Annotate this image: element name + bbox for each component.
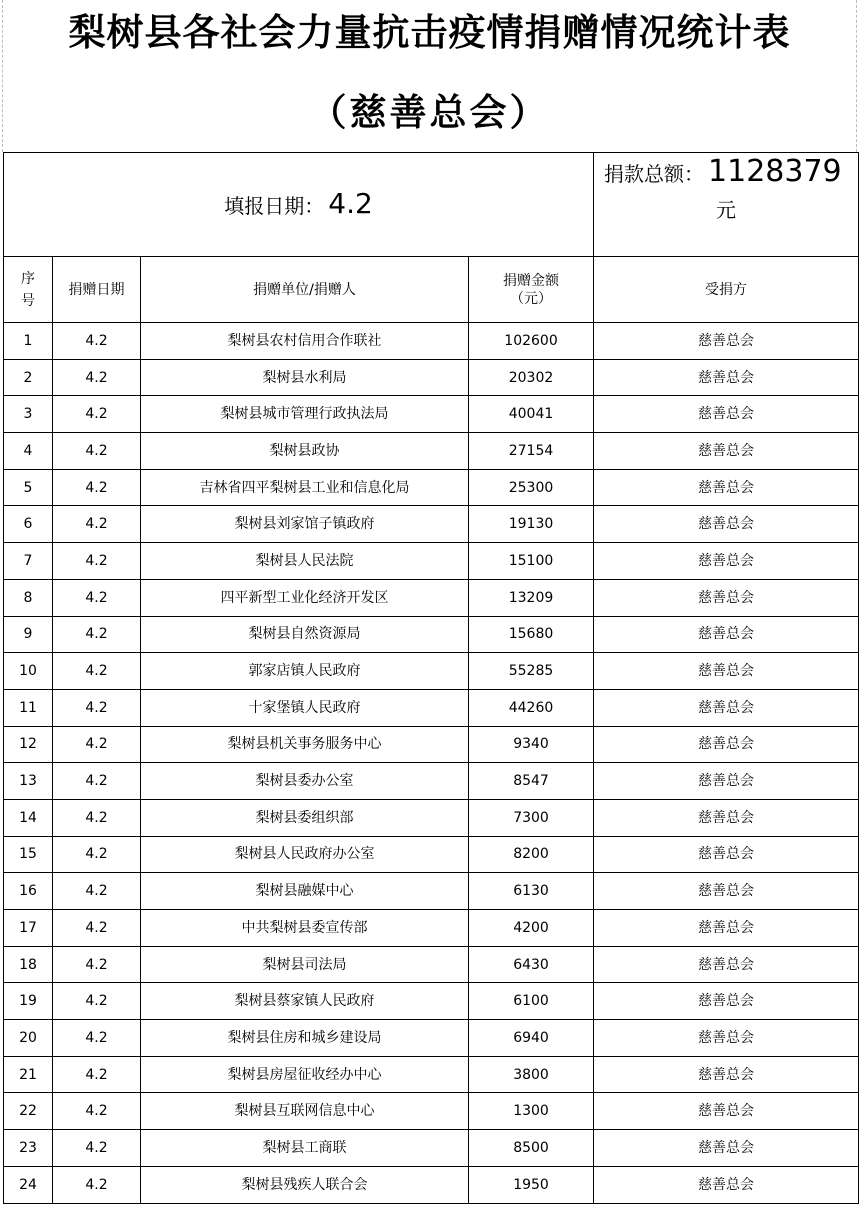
cell-recipient: 慈善总会 (594, 579, 859, 616)
cell-seq: 24 (4, 1166, 53, 1203)
cell-recipient: 慈善总会 (594, 433, 859, 470)
cell-date: 4.2 (53, 910, 141, 947)
cell-date: 4.2 (53, 653, 141, 690)
cell-date: 4.2 (53, 1130, 141, 1167)
cell-seq: 18 (4, 946, 53, 983)
cell-seq: 19 (4, 983, 53, 1020)
fill-date-cell (4, 153, 594, 257)
cell-seq: 10 (4, 653, 53, 690)
cell-recipient: 慈善总会 (594, 726, 859, 763)
cell-amount: 13209 (469, 579, 594, 616)
table-row (4, 579, 859, 616)
cell-seq: 23 (4, 1130, 53, 1167)
cell-donor: 梨树县人民法院 (141, 543, 469, 580)
cell-donor: 梨树县委办公室 (141, 763, 469, 800)
cell-amount: 15100 (469, 543, 594, 580)
cell-date: 4.2 (53, 359, 141, 396)
header-seq (4, 257, 53, 323)
table-row (4, 799, 859, 836)
cell-seq: 5 (4, 469, 53, 506)
cell-seq: 4 (4, 433, 53, 470)
cell-recipient: 慈善总会 (594, 873, 859, 910)
cell-date: 4.2 (53, 579, 141, 616)
cell-amount: 6940 (469, 1020, 594, 1057)
cell-date: 4.2 (53, 726, 141, 763)
table-row (4, 359, 859, 396)
cell-date: 4.2 (53, 763, 141, 800)
cell-amount: 1300 (469, 1093, 594, 1130)
cell-date: 4.2 (53, 836, 141, 873)
cell-donor: 梨树县人民政府办公室 (141, 836, 469, 873)
cell-donor: 梨树县司法局 (141, 946, 469, 983)
cell-date: 4.2 (53, 689, 141, 726)
table-row (4, 1020, 859, 1057)
cell-date: 4.2 (53, 1056, 141, 1093)
cell-amount: 3800 (469, 1056, 594, 1093)
cell-amount: 25300 (469, 469, 594, 506)
cell-recipient: 慈善总会 (594, 469, 859, 506)
cell-amount: 102600 (469, 323, 594, 360)
total-amount: 1128379 (708, 154, 842, 189)
cell-donor: 梨树县刘家馆子镇政府 (141, 506, 469, 543)
header-amount-line1: 捐赠金额 (503, 272, 560, 289)
table-row (4, 910, 859, 947)
cell-recipient: 慈善总会 (594, 946, 859, 983)
table-row (4, 543, 859, 580)
header-row (4, 257, 859, 323)
cell-recipient: 慈善总会 (594, 1056, 859, 1093)
cell-date: 4.2 (53, 506, 141, 543)
table-row (4, 396, 859, 433)
table-row (4, 1093, 859, 1130)
cell-seq: 17 (4, 910, 53, 947)
table-row (4, 653, 859, 690)
table-row (4, 1130, 859, 1167)
header-date: 捐赠日期 (53, 257, 141, 323)
document-subtitle: （慈善总会） (309, 91, 550, 134)
cell-seq: 12 (4, 726, 53, 763)
cell-date: 4.2 (53, 873, 141, 910)
header-recipient: 受捐方 (594, 257, 859, 323)
cell-donor: 梨树县水利局 (141, 359, 469, 396)
cell-amount: 7300 (469, 799, 594, 836)
table-row (4, 689, 859, 726)
cell-donor: 梨树县自然资源局 (141, 616, 469, 653)
cell-recipient: 慈善总会 (594, 1130, 859, 1167)
cell-donor: 梨树县互联网信息中心 (141, 1093, 469, 1130)
cell-recipient: 慈善总会 (594, 616, 859, 653)
cell-recipient: 慈善总会 (594, 1020, 859, 1057)
cell-recipient: 慈善总会 (594, 506, 859, 543)
table-row (4, 726, 859, 763)
cell-donor: 中共梨树县委宣传部 (141, 910, 469, 947)
table-row (4, 946, 859, 983)
table-row (4, 836, 859, 873)
cell-recipient: 慈善总会 (594, 799, 859, 836)
header-amount (469, 257, 594, 323)
table-row (4, 873, 859, 910)
cell-donor: 梨树县融媒中心 (141, 873, 469, 910)
cell-donor: 郭家店镇人民政府 (141, 653, 469, 690)
cell-recipient: 慈善总会 (594, 359, 859, 396)
cell-seq: 13 (4, 763, 53, 800)
cell-amount: 8500 (469, 1130, 594, 1167)
cell-date: 4.2 (53, 799, 141, 836)
cell-recipient: 慈善总会 (594, 653, 859, 690)
cell-donor: 梨树县残疾人联合会 (141, 1166, 469, 1203)
cell-recipient: 慈善总会 (594, 543, 859, 580)
cell-donor: 四平新型工业化经济开发区 (141, 579, 469, 616)
cell-recipient: 慈善总会 (594, 1093, 859, 1130)
cell-seq: 14 (4, 799, 53, 836)
total-label: 捐款总额： (604, 162, 705, 186)
cell-date: 4.2 (53, 543, 141, 580)
cell-amount: 1950 (469, 1166, 594, 1203)
table-row (4, 469, 859, 506)
cell-amount: 9340 (469, 726, 594, 763)
cell-seq: 3 (4, 396, 53, 433)
cell-donor: 梨树县机关事务服务中心 (141, 726, 469, 763)
cell-recipient: 慈善总会 (594, 910, 859, 947)
cell-donor: 梨树县工商联 (141, 1130, 469, 1167)
cell-date: 4.2 (53, 1166, 141, 1203)
summary-row (4, 153, 859, 257)
cell-date: 4.2 (53, 433, 141, 470)
cell-amount: 6430 (469, 946, 594, 983)
table-row (4, 616, 859, 653)
cell-date: 4.2 (53, 1093, 141, 1130)
cell-amount: 4200 (469, 910, 594, 947)
header-donor: 捐赠单位/捐赠人 (141, 257, 469, 323)
cell-date: 4.2 (53, 469, 141, 506)
cell-donor: 吉林省四平梨树县工业和信息化局 (141, 469, 469, 506)
cell-date: 4.2 (53, 396, 141, 433)
cell-seq: 11 (4, 689, 53, 726)
cell-donor: 梨树县政协 (141, 433, 469, 470)
header-seq-line2: 号 (21, 292, 35, 309)
cell-donor: 梨树县农村信用合作联社 (141, 323, 469, 360)
document-title: 梨树县各社会力量抗击疫情捐赠情况统计表 (68, 11, 791, 54)
table-row (4, 433, 859, 470)
cell-amount: 8547 (469, 763, 594, 800)
cell-recipient: 慈善总会 (594, 763, 859, 800)
cell-donor: 梨树县委组织部 (141, 799, 469, 836)
cell-seq: 2 (4, 359, 53, 396)
cell-date: 4.2 (53, 323, 141, 360)
cell-amount: 6100 (469, 983, 594, 1020)
table-row (4, 1166, 859, 1203)
table-row (4, 983, 859, 1020)
cell-date: 4.2 (53, 1020, 141, 1057)
fill-date-label: 填报日期： (224, 193, 325, 218)
cell-seq: 8 (4, 579, 53, 616)
cell-recipient: 慈善总会 (594, 836, 859, 873)
cell-seq: 20 (4, 1020, 53, 1057)
cell-date: 4.2 (53, 983, 141, 1020)
header-amount-line2: （元） (510, 290, 553, 307)
table-row (4, 763, 859, 800)
cell-donor: 梨树县房屋征收经办中心 (141, 1056, 469, 1093)
cell-recipient: 慈善总会 (594, 396, 859, 433)
cell-recipient: 慈善总会 (594, 1166, 859, 1203)
cell-amount: 6130 (469, 873, 594, 910)
total-cell (594, 153, 859, 257)
table-row (4, 506, 859, 543)
table-row (4, 323, 859, 360)
cell-donor: 十家堡镇人民政府 (141, 689, 469, 726)
cell-seq: 1 (4, 323, 53, 360)
cell-recipient: 慈善总会 (594, 983, 859, 1020)
header-seq-line1: 序 (21, 270, 35, 287)
cell-seq: 16 (4, 873, 53, 910)
donation-table (3, 152, 859, 1204)
cell-donor: 梨树县住房和城乡建设局 (141, 1020, 469, 1057)
cell-amount: 27154 (469, 433, 594, 470)
cell-seq: 6 (4, 506, 53, 543)
cell-seq: 15 (4, 836, 53, 873)
fill-date-value: 4.2 (328, 186, 373, 220)
cell-amount: 8200 (469, 836, 594, 873)
cell-date: 4.2 (53, 946, 141, 983)
cell-donor: 梨树县蔡家镇人民政府 (141, 983, 469, 1020)
cell-seq: 7 (4, 543, 53, 580)
cell-amount: 19130 (469, 506, 594, 543)
cell-amount: 40041 (469, 396, 594, 433)
cell-seq: 22 (4, 1093, 53, 1130)
cell-amount: 55285 (469, 653, 594, 690)
total-unit: 元 (716, 198, 737, 222)
cell-amount: 15680 (469, 616, 594, 653)
cell-seq: 9 (4, 616, 53, 653)
cell-seq: 21 (4, 1056, 53, 1093)
cell-recipient: 慈善总会 (594, 689, 859, 726)
cell-date: 4.2 (53, 616, 141, 653)
cell-amount: 44260 (469, 689, 594, 726)
cell-amount: 20302 (469, 359, 594, 396)
cell-donor: 梨树县城市管理行政执法局 (141, 396, 469, 433)
table-row (4, 1056, 859, 1093)
cell-recipient: 慈善总会 (594, 323, 859, 360)
